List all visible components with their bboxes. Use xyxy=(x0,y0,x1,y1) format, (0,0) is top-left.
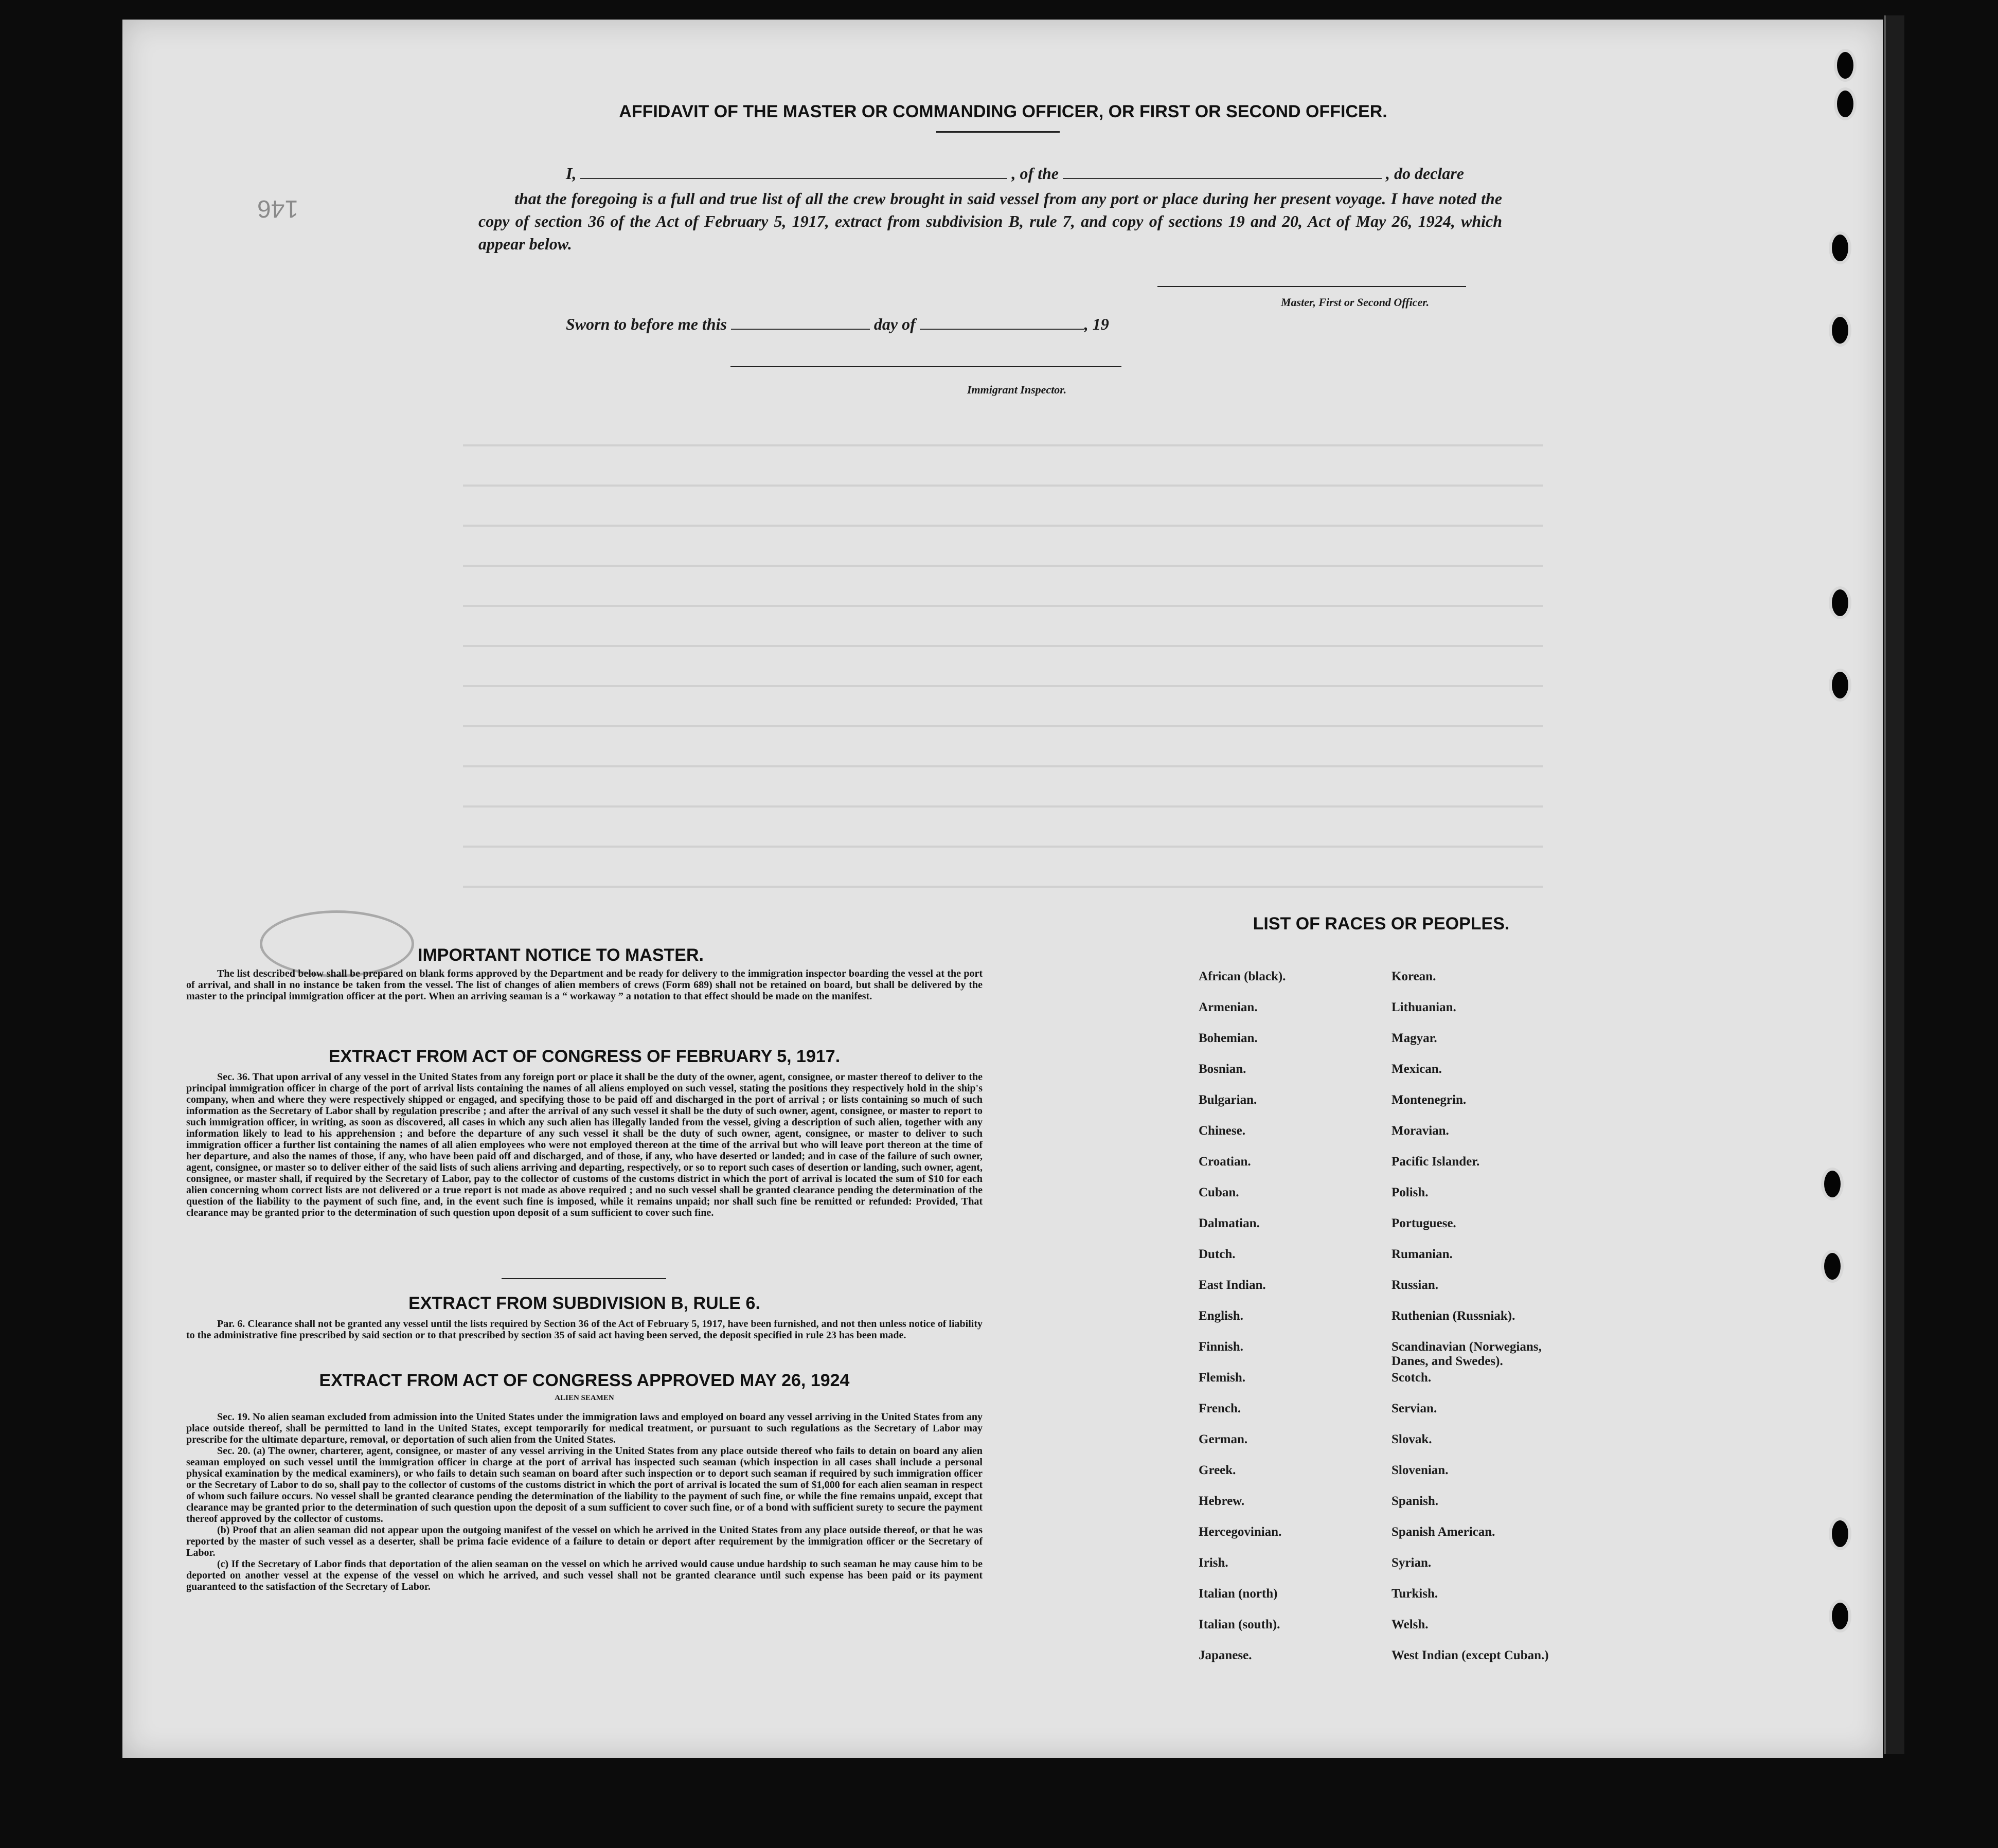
binder-edge xyxy=(1884,15,1904,1754)
sec-20a-text: Sec. 20. (a) The owner, charterer, agent, consignee, or master of any vessel arriving in the United States from any place outside thereof who fails to detain on board any alien seaman employed on such vessel until the immigration officer in charge at the port of arrival has inspected such seaman (which inspection in all cases shall include a personal physical examination by the medical examiners), or who fails to detain such seaman on board after such inspection or to deport such seaman if required by such immigration officer or the Secretary of Labor to do so, shall pay to the collector of customs of the customs district in which the port of arrival is located the sum of $1,000 for each alien seaman in respect of whom such failure occurs. No vessel shall be granted clearance pending the determination of the liability to the payment of such fine, or while the fine remains unpaid, except that clearance may be granted prior to the determination of such question upon the deposit of a sum sufficient to cover such fine, or of a bond with sufficient surety to secure the payment thereof approved by the collector of customs. xyxy=(186,1445,983,1524)
race-item: Spanish American. xyxy=(1392,1525,1495,1539)
race-item: Bohemian. xyxy=(1199,1031,1258,1045)
vessel-name-field[interactable] xyxy=(1063,178,1382,179)
sec-20c-text: (c) If the Secretary of Labor finds that deportation of the alien seaman on the vessel on which he arrived would cause undue hardship to such seaman he may cause him to be deported on another vessel at the expense of the vessel on which he arrived, and such vessel shall not be granted clearance until such expense has been paid or its payment guaranteed to the satisfaction of the Secretary of Labor. xyxy=(186,1558,983,1592)
alien-seamen-subtitle: ALIEN SEAMEN xyxy=(555,1394,614,1402)
sworn-day-label: day of xyxy=(873,315,916,333)
race-item: West Indian (except Cuban.) xyxy=(1392,1648,1549,1662)
race-item: Italian (north) xyxy=(1199,1587,1278,1601)
sec-36-label: Sec. 36. xyxy=(217,1071,250,1083)
bleed-through-rows xyxy=(463,406,1543,895)
section-divider xyxy=(502,1278,666,1279)
race-item: African (black). xyxy=(1199,970,1286,983)
sec-20b-text: (b) Proof that an alien seaman did not appear upon the outgoing manifest of the vessel on which he arrived in the United States from any place outside thereof, or that he was reported by the master of such vessel as a deserter, shall be prima facie evidence of a failure to detain or deport after requirement by the immigration officer or the Secretary of Labor. xyxy=(186,1524,983,1558)
binder-ring xyxy=(1834,49,1857,82)
faded-stamp xyxy=(260,910,414,977)
race-item: Montenegrin. xyxy=(1392,1093,1467,1107)
extract-1917-title: EXTRACT FROM ACT OF CONGRESS OF FEBRUARY 5, 1917. xyxy=(328,1047,841,1066)
race-item: Dutch. xyxy=(1199,1247,1236,1261)
binder-ring xyxy=(1821,1168,1844,1200)
sec-36-text: That upon arrival of any vessel in the United States from any foreign port or place it shall be the duty of the owner, agent, consignee, or master thereof to deliver to the principal immigration officer in charge of the port of arrival lists containing the names of all aliens employed on such vessel, stating the positions they respectively hold in the ship's company, when and where they were respectively shipped or engaged, and specifying those to be paid off and discharged in the port of arrival ; or lists containing so much of such information as the Secretary of Labor shall by regulation prescribe ; and after the arrival of any such vessel it shall be the duty of such owner, agent, consignee, or master to report to such immigration officer, in writing, as soon as discovered, all cases in which any such alien has illegally landed from the vessel, giving a description of such alien, together with any information likely to lead to his apprehension ; and before the departure of any such vessel it shall be the duty of such owner, agent, consignee, or master to deliver to such immigration officer a further list containing the names of all alien employees who were not employed thereon at the time of the arrival but who will leave port thereon at the time of her departure, and also the names of those, if any, who have been paid off and discharged, and of those, if any, who have deserted or landed; and in case of the failure of such owner, agent, consignee, or master so to deliver either of the said lists of such aliens arriving and departing, respectively, or so to report such cases of desertion or landing, such owner, agent, consignee, or master shall, if required by the Secretary of Labor, pay to the collector of customs of the customs district in which the port of arrival is located the sum of $10 for each alien concerning whom correct lists are not delivered or a true report is not made as above required ; and no such vessel shall be granted clearance pending the determination of the question of the liability to the payment of such fine, and, in the event such fine is imposed, while it remains unpaid; nor shall such fine be remitted or refunded: Provided, That clearance may be granted prior to the determination of such question upon deposit of a sum sufficient to cover such fine. xyxy=(186,1071,983,1218)
sworn-month-field[interactable] xyxy=(920,329,1084,330)
races-title: LIST OF RACES OR PEOPLES. xyxy=(1253,914,1510,934)
race-item: Russian. xyxy=(1392,1278,1439,1292)
rule-6-title: EXTRACT FROM SUBDIVISION B, RULE 6. xyxy=(408,1294,760,1313)
race-item: Pacific Islander. xyxy=(1392,1155,1480,1169)
race-item: Scotch. xyxy=(1392,1371,1432,1385)
sworn-year-label: , 19 xyxy=(1084,315,1109,333)
title-rule xyxy=(936,131,1060,133)
sworn-line xyxy=(566,313,1109,335)
race-item: Japanese. xyxy=(1199,1648,1252,1662)
race-item: Lithuanian. xyxy=(1392,1000,1456,1014)
race-item: Croatian. xyxy=(1199,1155,1251,1169)
race-item: German. xyxy=(1199,1432,1248,1446)
race-item: Slovenian. xyxy=(1392,1463,1449,1477)
race-item: Cuban. xyxy=(1199,1186,1239,1199)
race-item: Spanish. xyxy=(1392,1494,1439,1508)
race-item: Finnish. xyxy=(1199,1340,1243,1354)
rule-6-text: Par. 6. Clearance shall not be granted any vessel until the lists required by Section 36 of the Act of February 5, 1917, have been furnished, and not then unless notice of liability to the administrative fine prescribed by said section or to that prescribed by section 35 of said act having been served, the deposit specified in rule 23 has been made. xyxy=(186,1318,983,1341)
race-item: Polish. xyxy=(1392,1186,1429,1199)
race-item: Korean. xyxy=(1392,970,1436,983)
binder-ring xyxy=(1829,314,1851,347)
race-item: Scandinavian (Norwegians, Danes, and Swedes). xyxy=(1392,1340,1542,1368)
race-item: Mexican. xyxy=(1392,1062,1442,1076)
master-signature-label: Master, First or Second Officer. xyxy=(1281,296,1430,309)
race-item: Ruthenian (Russniak). xyxy=(1392,1309,1515,1323)
sworn-prefix: Sworn to before me this xyxy=(566,315,727,333)
race-item: Irish. xyxy=(1199,1556,1228,1570)
extract-1924-text xyxy=(186,1411,983,1592)
page-number: 146 xyxy=(257,195,299,222)
race-item: Flemish. xyxy=(1199,1371,1245,1385)
race-item: Welsh. xyxy=(1392,1618,1429,1631)
race-item: Syrian. xyxy=(1392,1556,1432,1570)
race-item: Magyar. xyxy=(1392,1031,1437,1045)
race-item: French. xyxy=(1199,1402,1241,1415)
binder-ring xyxy=(1829,1517,1851,1550)
extract-1924-title: EXTRACT FROM ACT OF CONGRESS APPROVED MAY 26, 1924 xyxy=(319,1371,850,1390)
binder-ring xyxy=(1829,1600,1851,1632)
race-item: Moravian. xyxy=(1392,1124,1449,1138)
race-item: Hercegovinian. xyxy=(1199,1525,1282,1539)
race-item: Slovak. xyxy=(1392,1432,1432,1446)
notice-title: IMPORTANT NOTICE TO MASTER. xyxy=(418,945,704,965)
sworn-day-field[interactable] xyxy=(731,329,870,330)
race-item: Dalmatian. xyxy=(1199,1216,1260,1230)
notice-text: The list described below shall be prepared on blank forms approved by the Department and be ready for delivery to the immigration inspector boarding the vessel at the port of arrival, and shall in no instance be taken from the vessel. The list of changes of alien members of crews (Form 689) shall not be retained on board, but shall be delivered by the master to the principal immigration officer at the port. When an arriving seaman is a “ workaway ” a notation to that effect should be made on the manifest. xyxy=(186,968,983,1002)
race-item: East Indian. xyxy=(1199,1278,1266,1292)
sec-19-text: Sec. 19. No alien seaman excluded from admission into the United States under the immigration laws and employed on board any vessel arriving in the United States from any place outside thereof, shall be permitted to land in the United States, except temporarily for medical treatment, or pursuant to such regulations as the Secretary of Labor may prescribe for the ultimate departure, removal, or deportation of such alien from the United States. xyxy=(186,1411,983,1445)
of-the-label: , of the xyxy=(1011,164,1059,183)
binder-ring xyxy=(1834,87,1857,120)
binder-ring xyxy=(1829,586,1851,619)
extract-1917-text xyxy=(186,1071,983,1218)
binder-ring xyxy=(1829,231,1851,264)
binder-ring xyxy=(1821,1250,1844,1283)
affidavit-title: AFFIDAVIT OF THE MASTER OR COMMANDING OFFICER, OR FIRST OR SECOND OFFICER. xyxy=(619,102,1387,121)
race-item: Armenian. xyxy=(1199,1000,1258,1014)
inspector-signature-label: Immigrant Inspector. xyxy=(967,383,1067,396)
do-declare-label: , do declare xyxy=(1386,164,1464,183)
race-item: Rumanian. xyxy=(1392,1247,1453,1261)
race-item: Greek. xyxy=(1199,1463,1236,1477)
race-item: Bulgarian. xyxy=(1199,1093,1257,1107)
affidavit-i-label: I, xyxy=(566,164,577,183)
affidavit-declaration-line xyxy=(566,162,1502,185)
race-item: Turkish. xyxy=(1392,1587,1438,1601)
affidavit-body: that the foregoing is a full and true list of all the crew brought in said vessel from any port or place during her present voyage. I have noted the copy of section 36 of the Act of February 5, 1917, extract from subdivision B, rule 7, and copy of sections 19 and 20, Act of May 26, 1924, which appear below. xyxy=(478,189,1502,253)
binder-ring xyxy=(1829,669,1851,702)
race-item: Servian. xyxy=(1392,1402,1437,1415)
master-signature-line[interactable] xyxy=(1157,286,1466,287)
inspector-signature-line[interactable] xyxy=(730,366,1121,367)
race-item: Portuguese. xyxy=(1392,1216,1456,1230)
race-item: Hebrew. xyxy=(1199,1494,1245,1508)
race-item: Italian (south). xyxy=(1199,1618,1280,1631)
race-item: English. xyxy=(1199,1309,1243,1323)
race-item: Bosnian. xyxy=(1199,1062,1246,1076)
race-item: Chinese. xyxy=(1199,1124,1245,1138)
master-name-field[interactable] xyxy=(580,178,1007,179)
